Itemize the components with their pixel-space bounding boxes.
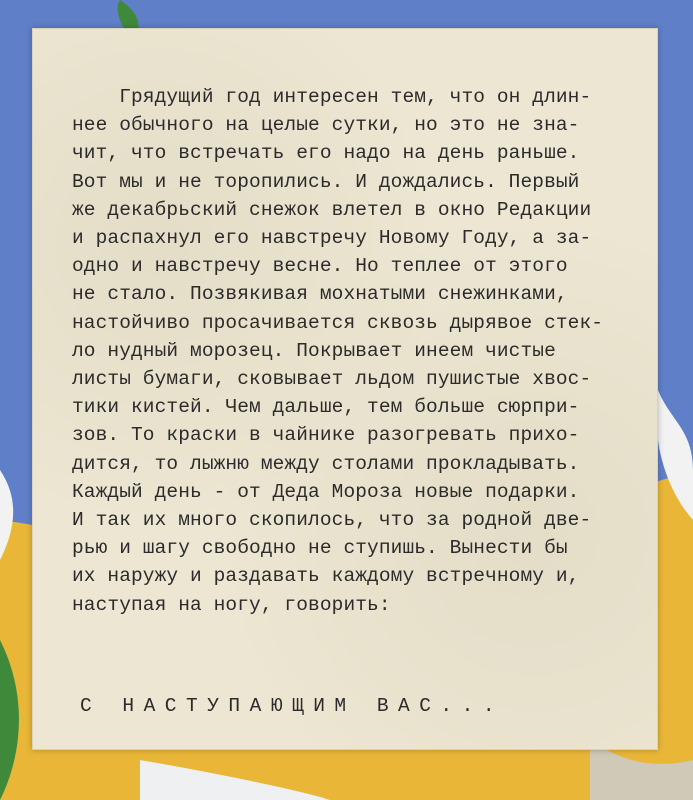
letter-line: ло нудный морозец. Покрывает инеем чистые	[72, 339, 556, 362]
letter-line: дится, то лыжню между столами прокладывать.	[72, 452, 580, 475]
letter-text	[72, 83, 652, 619]
letter-line: Каждый день - от Деда Мороза новые подарки.	[72, 480, 580, 503]
letter-line: одно и навстречу весне. Но теплее от этого	[72, 255, 568, 278]
letter-line: листы бумаги, сковывает льдом пушистые хвос-	[72, 368, 592, 391]
letter-line: же декабрьский снежок влетел в окно Редакции	[72, 198, 592, 221]
letter-line: тики кистей. Чем дальше, тем больше сюрпри-	[72, 396, 580, 419]
letter-line: Вот мы и не торопились. И дождались. Первый	[72, 170, 580, 193]
letter-line: нее обычного на целые сутки, но это не зна-	[72, 114, 580, 137]
letter-line: чит, что встречать его надо на день раньше.	[72, 142, 580, 165]
closing-greeting: С НАСТУПАЮЩИМ ВАС...	[80, 695, 505, 717]
letter-line: Грядущий год интересен тем, что он длин-	[72, 86, 592, 108]
letter-line: зов. То краски в чайнике разогревать прихо-	[72, 424, 580, 447]
letter-line: И так их много скопилось, что за родной две-	[72, 509, 592, 532]
letter-line: наступая на ногу, говорить:	[72, 593, 391, 616]
letter-line: и распахнул его навстречу Новому Году, а за-	[72, 227, 592, 250]
letter-line: не стало. Позвякивая мохнатыми снежинками,	[72, 283, 568, 306]
letter-line: рью и шагу свободно не ступишь. Вынести бы	[72, 537, 568, 560]
letter-line: настойчиво просачивается сквозь дырявое стек-	[72, 311, 604, 334]
letter-line: их наружу и раздавать каждому встречному и,	[72, 565, 580, 588]
